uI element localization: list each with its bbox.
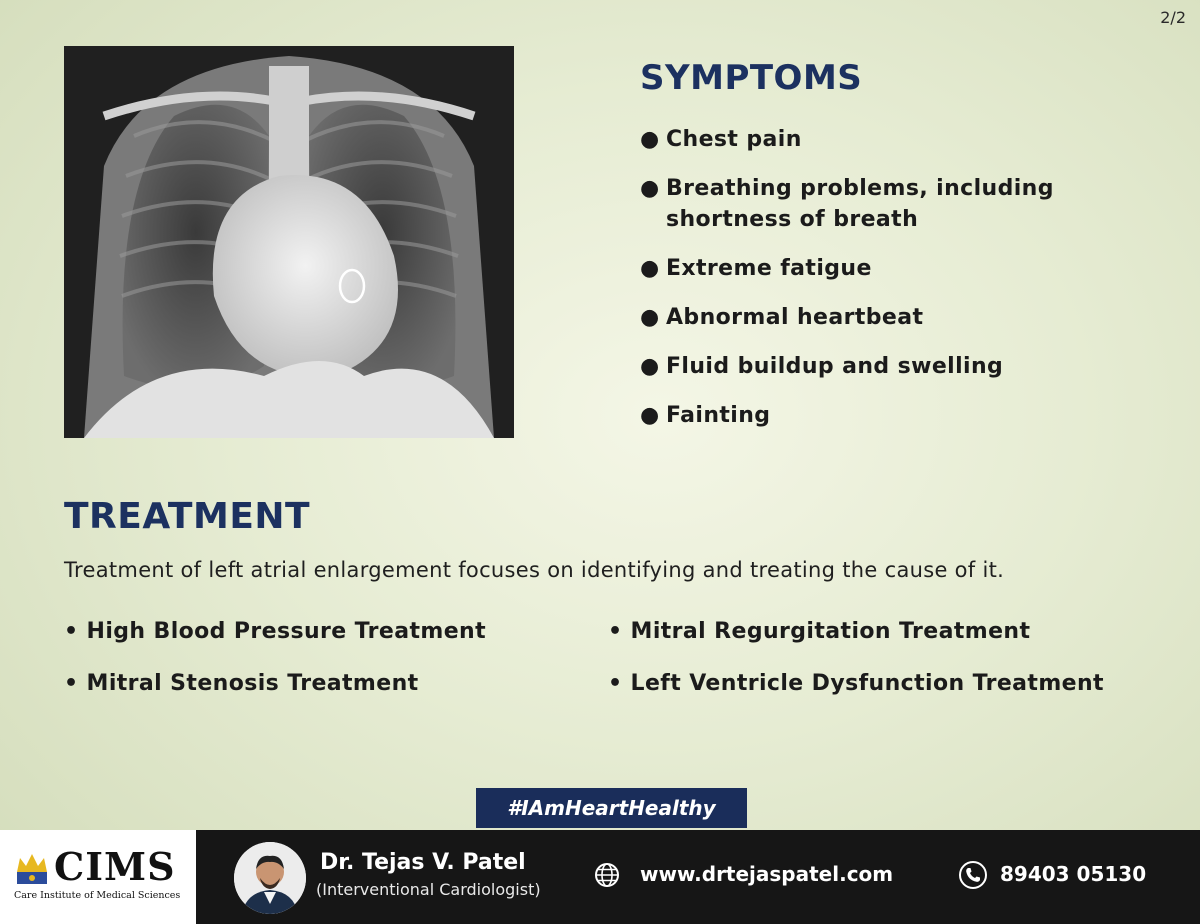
chest-xray-image	[64, 46, 514, 438]
doctor-name: Dr. Tejas V. Patel	[320, 850, 526, 875]
symptom-text: Fainting	[666, 403, 771, 428]
symptom-text: Extreme fatigue	[666, 256, 872, 281]
symptom-text: Abnormal heartbeat	[666, 305, 924, 330]
avatar	[234, 842, 306, 914]
bullet: ●	[640, 305, 660, 330]
list-item	[640, 124, 1120, 155]
list-item: • Mitral Regurgitation Treatment	[608, 619, 1031, 644]
bullet: ●	[640, 176, 660, 201]
footer-contact-bar	[196, 830, 1200, 924]
list-item: • Mitral Stenosis Treatment	[64, 671, 419, 696]
phone-number[interactable]: 89403 05130	[1000, 862, 1147, 886]
logo-full-name: Care Institute of Medical Sciences	[14, 890, 181, 901]
symptom-list	[640, 124, 1120, 449]
website-link[interactable]: www.drtejaspatel.com	[640, 862, 894, 886]
footer	[0, 830, 1200, 924]
symptom-text: Chest pain	[666, 127, 802, 152]
list-item	[640, 253, 1120, 284]
bullet: ●	[640, 256, 660, 281]
symptom-text: Fluid buildup and swelling	[666, 354, 1004, 379]
crown-icon	[14, 850, 50, 886]
treatment-description: Treatment of left atrial enlargement focuses on identifying and treating the cause of it.	[64, 558, 1005, 582]
cims-logo	[0, 830, 196, 924]
hashtag-banner: #IAmHeartHealthy	[476, 788, 747, 828]
list-item	[640, 302, 1120, 333]
list-item: • Left Ventricle Dysfunction Treatment	[608, 671, 1104, 696]
treatment-list	[64, 616, 1164, 700]
list-item	[640, 400, 1120, 431]
doctor-role: (Interventional Cardiologist)	[316, 880, 541, 899]
list-item	[640, 351, 1120, 382]
treatment-heading: TREATMENT	[64, 496, 311, 537]
symptoms-heading: SYMPTOMS	[640, 58, 863, 98]
bullet: ●	[640, 354, 660, 379]
list-item	[640, 173, 1120, 235]
logo-name: CIMS	[54, 844, 176, 889]
globe-icon	[594, 862, 620, 888]
page-indicator: 2/2	[1160, 8, 1186, 27]
bullet: ●	[640, 403, 660, 428]
bullet: ●	[640, 127, 660, 152]
phone-icon	[958, 860, 988, 890]
list-item: • High Blood Pressure Treatment	[64, 619, 487, 644]
symptom-text: Breathing problems, including shortness of breath	[666, 176, 1054, 232]
